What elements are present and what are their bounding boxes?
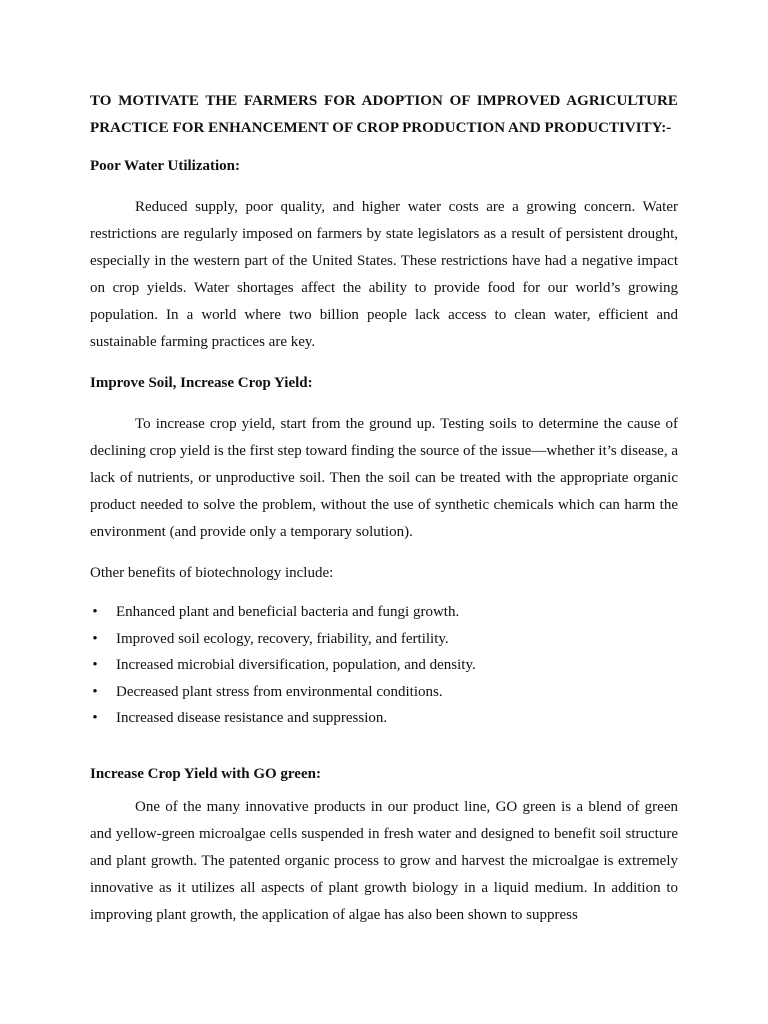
bullet-icon: • (92, 683, 98, 700)
list-item (90, 626, 678, 653)
document-title: TO MOTIVATE THE FARMERS FOR ADOPTION OF IMPROVED AGRICULTURE PRACTICE FOR ENHANCEMENT OF CROP PRODUCTION AND PRODUCTIVITY:- (90, 93, 678, 136)
list-item (90, 652, 678, 679)
list-item-text: Increased microbial diversification, population, and density. (116, 657, 476, 674)
section-paragraph-go-green: One of the many innovative products in our product line, GO green is a blend of green and yellow-green microalgae cells suspended in fresh water and designed to benefit soil structure and plant growth. The patented organic process to grow and harvest the microalgae is extremely innovative as it utilizes all aspects of plant growth biology in a liquid medium. In addition to improving plant growth, the application of algae has also been shown to suppress (90, 798, 678, 923)
section-paragraph-soil: To increase crop yield, start from the ground up. Testing soils to determine the cause of declining crop yield is the first step toward finding the source of the issue—whether it’s disease, a lack of nutrients, or unproductive soil. Then the soil can be treated with the appropriate organic product needed to solve the problem, without the use of synthetic chemicals which can harm the environment (and provide only a temporary solution). (90, 416, 678, 540)
list-item-text: Increased disease resistance and suppression. (116, 710, 388, 727)
bullet-icon: • (92, 657, 98, 674)
benefits-intro: Other benefits of biotechnology include: (90, 565, 334, 581)
list-item-text: Decreased plant stress from environmental conditions. (116, 683, 443, 700)
section-paragraph-water: Reduced supply, poor quality, and higher water costs are a growing concern. Water restrictions are regularly imposed on farmers by state legislators as a result of persistent drought, especially in the western part of the United States. These restrictions have had a negative impact on crop yields. Water shortages affect the ability to provide food for our world’s growing population. In a world where two billion people lack access to clean water, efficient and sustainable farming practices are key. (90, 199, 678, 350)
bullet-icon: • (92, 630, 98, 647)
list-item-text: Enhanced plant and beneficial bacteria and fungi growth. (116, 604, 460, 620)
bullet-icon: • (92, 710, 98, 727)
list-item (90, 679, 678, 706)
document-body (90, 88, 678, 929)
list-item (90, 599, 678, 626)
section-heading-soil: Improve Soil, Increase Crop Yield: (90, 375, 313, 391)
benefits-list (90, 599, 678, 732)
list-item (90, 705, 678, 732)
section-heading-water: Poor Water Utilization: (90, 158, 240, 174)
section-heading-go-green: Increase Crop Yield with GO green: (90, 765, 321, 782)
bullet-icon: • (92, 604, 98, 620)
list-item-text: Improved soil ecology, recovery, friability, and fertility. (116, 630, 449, 647)
